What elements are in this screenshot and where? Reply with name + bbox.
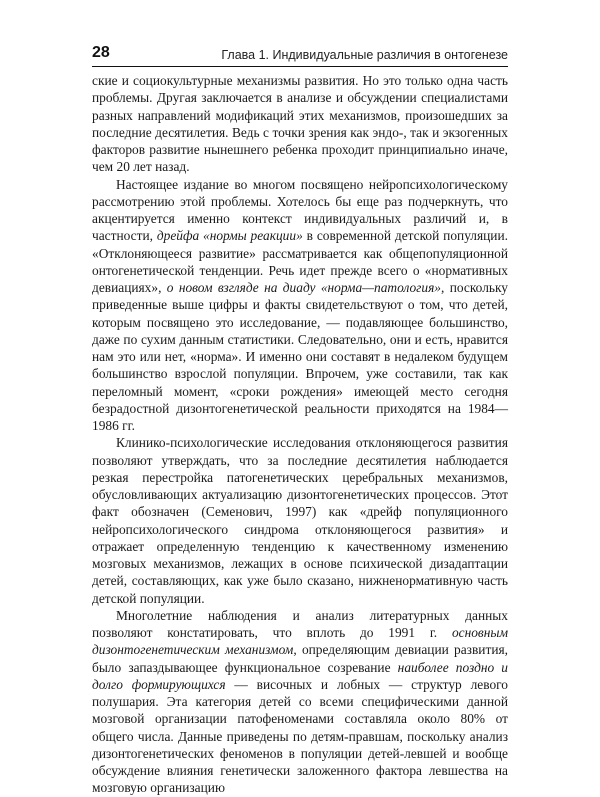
running-head: Глава 1. Индивидуальные различия в онтогенезе xyxy=(221,48,508,62)
paragraph xyxy=(92,434,508,607)
paragraph xyxy=(92,607,508,797)
text-run: в современной детской популяции. «Отклоняющееся развитие» рассматривается как общепопуляционной онтогенетической тенденции. Речь идет прежде всего о «нормативных девиациях», xyxy=(92,228,508,295)
text-run: ские и социокультурные механизмы развития. Но это только одна часть проблемы. Другая заключается в анализе и обсуждении специалистами разных направлений модификаций этих механизмов, произошедших за последние десятилетия. Ведь с точки зрения как эндо-, так и экзогенных факторов развитие нынешнего ребенка проходит принципиально иначе, чем 20 лет назад. xyxy=(92,73,508,175)
text-run: Многолетние наблюдения и анализ литературных данных позволяют констатировать, что вплоть до 1991 г. xyxy=(92,607,508,640)
header-rule xyxy=(92,66,508,67)
text-run: , определяющим девиации развития, было запаздывающее функциональное созревание xyxy=(92,642,508,675)
text-run: — височных и лобных — структур левого полушария. Эта категория детей со всеми специфическими данной мозговой организации патофеноменами составляла около 80% от общего числа. Данные приведены по детям-правшам, поскольку анализ дизонтогенетических феноменов в популяции детей-левшей и вообще обсуждение влияния генетически заложенного фактора левшества на мозговую организацию xyxy=(92,676,508,796)
page-header xyxy=(92,40,508,62)
body-text xyxy=(92,72,508,797)
text-run: Клинико-психологические исследования отклоняющегося развития позволяют утверждать, что за последние десятилетия наблюдается резкая перестройка патогенетических церебральных механизмов, обусловливающих актуализацию дизонтогенетических процессов. Этот факт обозначен (Семенович, 1997) как «дрейф популяционного нейропсихологического синдрома отклоняющегося развития» и отражает определенную тенденцию к качественному изменению мозговых механизмов, лежащих в основе психической дизадаптации детей, составляющих, как уже было сказано, нижненормативную часть детской популяции. xyxy=(92,435,508,606)
paragraph xyxy=(92,72,508,176)
italic-phrase: о новом взгляде на диаду «норма—патология» xyxy=(166,280,442,295)
page-number: 28 xyxy=(92,44,110,61)
text-run: Настоящее издание во многом посвящено нейропсихологическому рассмотрению этой проблемы. Хотелось бы еще раз подчеркнуть, что акцентируется именно контекст индивидуальных различий и, в частности, xyxy=(92,176,508,244)
text-run: , поскольку приведенные выше цифры и факты свидетельствуют о том, что детей, которым посвящено это исследование, — подавляющее большинство, даже по сухим данным статистики. Следовательно, они и есть, нравится нам это или нет, «норма». И именно они составят в недалеком будущем большинство взрослой популяции. Впрочем, уже составили, так как переломный момент, «сроки рождения» имеющей место сегодня безрадостной дизонтогенетической реальности приходятся на 1984—1986 гг. xyxy=(92,280,508,433)
italic-phrase: основным дизонтогенетическим механизмом xyxy=(92,625,508,658)
italic-phrase: наиболее поздно и долго формирующихся xyxy=(92,659,509,692)
paragraph xyxy=(92,176,508,435)
italic-phrase: дрейфа «нормы реакции» xyxy=(156,228,303,244)
